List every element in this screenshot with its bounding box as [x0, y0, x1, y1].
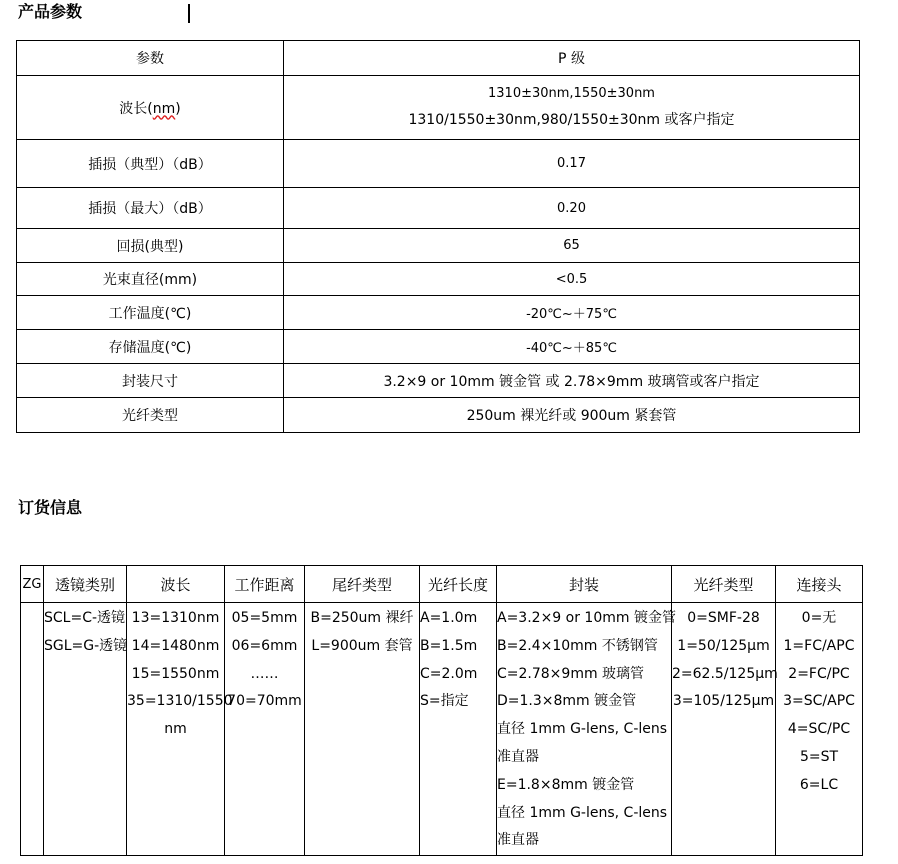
list-item: 05=5mm — [231, 610, 298, 626]
list-item: 准直器 — [497, 748, 539, 765]
wavelength-label: 波长(nm) — [17, 76, 284, 140]
list-item: 直径 1mm G-lens, C-lens — [497, 804, 668, 821]
list-item: 直径 1mm G-lens, C-lens — [497, 721, 668, 738]
beam-value: <0.5 — [284, 263, 860, 296]
pkg-size-label: 封装尺寸 — [17, 364, 284, 398]
list-item: D=1.3×8mm 镀金管 — [497, 693, 637, 710]
table-row — [17, 41, 860, 76]
table-row — [17, 296, 860, 330]
list-item: 2=62.5/125μm — [672, 665, 778, 682]
value-header: P 级 — [284, 41, 860, 76]
order-info-table — [20, 565, 863, 856]
list-item: 1=FC/APC — [783, 637, 855, 654]
list-item: B=250um 裸纤 — [310, 610, 414, 626]
table-row — [17, 76, 860, 140]
list-item: 14=1480nm — [131, 637, 220, 654]
st-temp-value: -40℃~＋85℃ — [284, 330, 860, 364]
table-row — [17, 364, 860, 398]
list-item: 15=1550nm — [131, 665, 220, 682]
rl-value: 65 — [284, 229, 860, 263]
list-item: 0=SMF-28 — [687, 610, 760, 626]
distance-cell — [225, 603, 305, 856]
lens-cell — [44, 603, 127, 856]
length-cell — [420, 603, 497, 856]
list-item: L=900um 套管 — [311, 637, 413, 654]
list-item: 70=70mm — [227, 693, 302, 710]
table-row — [21, 566, 863, 603]
col-header: 尾纤类型 — [305, 566, 420, 603]
fiber-label: 光纤类型 — [17, 398, 284, 433]
list-item: 4=SC/PC — [787, 721, 851, 738]
list-item: E=1.8×8mm 镀金管 — [497, 776, 635, 793]
list-item: 1=50/125μm — [677, 637, 770, 654]
list-item: A=1.0m — [420, 610, 478, 626]
list-item: 准直器 — [497, 832, 539, 849]
col-header: 光纤类型 — [672, 566, 776, 603]
col-header: 连接头 — [776, 566, 863, 603]
table-row — [17, 398, 860, 433]
pkg-size-value: 3.2×9 or 10mm 镀金管 或 2.78×9mm 玻璃管或客户指定 — [284, 364, 860, 398]
table-row — [17, 188, 860, 229]
wavelength-cell — [127, 603, 233, 856]
param-header: 参数 — [17, 41, 284, 76]
table-row — [17, 263, 860, 296]
table-row — [17, 140, 860, 188]
list-item: nm — [164, 721, 187, 738]
col-header: ZG — [21, 566, 44, 603]
list-item: S=指定 — [420, 693, 469, 710]
col-header: 透镜类别 — [44, 566, 127, 603]
list-item: 2=FC/PC — [788, 665, 850, 682]
list-item: 13=1310nm — [131, 610, 220, 626]
fiber-value: 250um 裸光纤或 900um 紧套管 — [284, 398, 860, 433]
product-params-table — [16, 40, 860, 433]
rl-label: 回损(典型) — [17, 229, 284, 263]
fiber-type-cell — [672, 603, 776, 856]
il-typ-value: 0.17 — [284, 140, 860, 188]
op-temp-value: -20℃~＋75℃ — [284, 296, 860, 330]
col-header: 封装 — [497, 566, 672, 603]
list-item: 5=ST — [799, 748, 839, 765]
table-row — [17, 330, 860, 364]
col-header: 波长 — [127, 566, 225, 603]
list-item: …… — [250, 665, 279, 682]
text-cursor — [188, 4, 190, 23]
table-row — [21, 603, 863, 856]
st-temp-label: 存储温度(℃) — [17, 330, 284, 364]
op-temp-label: 工作温度(℃) — [17, 296, 284, 330]
list-item: B=1.5m — [420, 637, 478, 654]
list-item: B=2.4×10mm 不锈钢管 — [497, 637, 658, 654]
col-header: 光纤长度 — [420, 566, 497, 603]
list-item: A=3.2×9 or 10mm 镀金管 — [497, 610, 676, 626]
list-item: 06=6mm — [231, 637, 298, 654]
list-item: 0=无 — [801, 610, 837, 626]
list-item: C=2.78×9mm 玻璃管 — [497, 665, 645, 682]
list-item: 6=LC — [799, 776, 839, 793]
order-info-title: 订货信息 — [18, 498, 83, 517]
connector-cell — [776, 603, 863, 856]
pigtail-cell — [305, 603, 420, 856]
il-max-value: 0.20 — [284, 188, 860, 229]
zg-cell — [21, 603, 44, 856]
list-item: SCL=C-透镜 — [44, 610, 126, 626]
list-item: SGL=G-透镜 — [44, 637, 128, 654]
il-max-label: 插损（最大）（dB） — [17, 188, 284, 229]
list-item: 3=105/125μm — [672, 693, 775, 710]
table-row — [17, 229, 860, 263]
col-header: 工作距离 — [225, 566, 305, 603]
package-cell — [497, 603, 676, 856]
il-typ-label: 插损（典型）（dB） — [17, 140, 284, 188]
product-params-title: 产品参数 — [18, 2, 83, 21]
wavelength-value: 1310±30nm,1550±30nm 1310/1550±30nm,980/1550±30nm 或客户指定 — [284, 76, 860, 140]
list-item: 3=SC/APC — [783, 693, 855, 710]
list-item: 35=1310/1550 — [127, 693, 233, 710]
beam-label: 光束直径(mm) — [17, 263, 284, 296]
list-item: C=2.0m — [420, 665, 478, 682]
